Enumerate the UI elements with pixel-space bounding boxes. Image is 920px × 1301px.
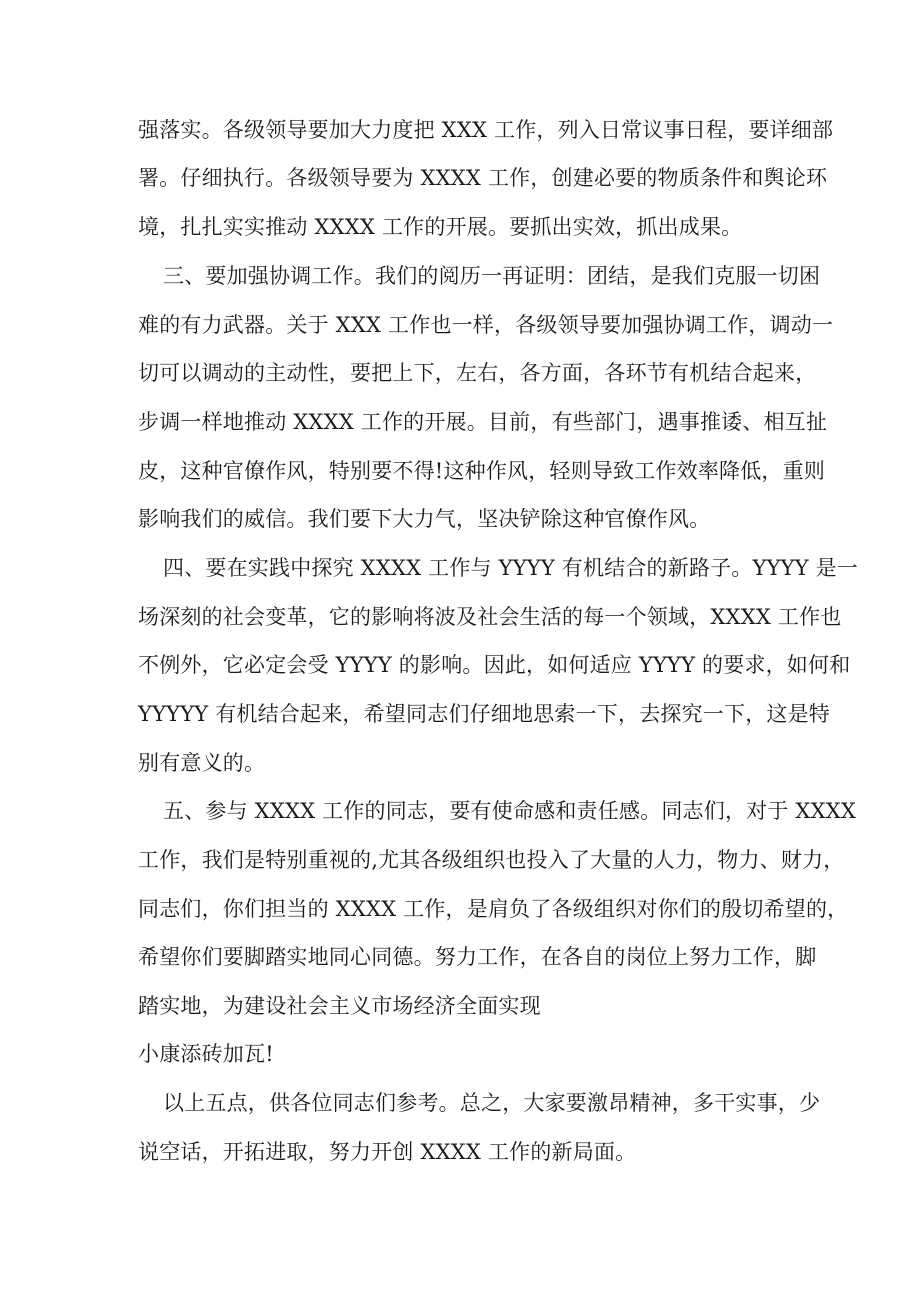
text-line-3: 境，扎扎实实推动 XXXX 工作的开展。要抓出实效，抓出成果。 (138, 215, 743, 239)
text-line-11: 场深刻的社会变革，它的影响将波及社会生活的每一个领域，XXXX 工作也 (138, 605, 842, 629)
text-line-9: 影响我们的威信。我们要下大力气，坚决铲除这种官僚作风。 (138, 507, 711, 531)
text-line-20: 小康添砖加瓦! (138, 1042, 274, 1066)
text-line-6: 切可以调动的主动性，要把上下，左右，各方面，各环节有机结合起来， (138, 361, 817, 385)
paragraph-5-first-line: 五、参与 XXXX 工作的同志，要有使命感和责任感。同志们，对于 XXXX (163, 799, 857, 823)
text-line-1: 强落实。各级领导要加大力度把 XXX 工作，列入日常议事日程，要详细部 (138, 118, 834, 142)
text-line-14: 别有意义的。 (138, 751, 266, 775)
text-line-8: 皮，这种官僚作风，特别要不得!这种作风，轻则导致工作效率降低，重则 (138, 459, 826, 483)
text-line-7: 步调一样地推动 XXXX 工作的开展。目前，有些部门，遇事推诿、相互扯 (138, 410, 828, 434)
text-line-19: 踏实地，为建设社会主义市场经济全面实现 (138, 994, 541, 1018)
closing-paragraph-first-line: 以上五点，供各位同志们参考。总之，大家要激昂精神，多干实事，少 (163, 1091, 821, 1115)
text-line-12: 不例外，它必定会受 YYYY 的影响。因此，如何适应 YYYY 的要求，如何和 (138, 653, 851, 677)
text-line-5: 难的有力武器。关于 XXX 工作也一样，各级领导要加强协调工作，调动一 (138, 313, 834, 337)
paragraph-4-first-line: 四、要在实践中探究 XXXX 工作与 YYYY 有机结合的新路子。YYYY 是一 (163, 556, 859, 580)
text-line-17: 同志们，你们担当的 XXXX 工作，是肩负了各级组织对你们的殷切希望的， (138, 897, 849, 921)
text-line-2: 署。仔细执行。各级领导要为 XXXX 工作，创建必要的物质条件和舆论环 (138, 166, 828, 190)
paragraph-3-first-line: 三、要加强协调工作。我们的阅历一再证明：团结，是我们克服一切困 (163, 264, 821, 288)
text-line-18: 希望你们要脚踏实地同心同德。努力工作，在各自的岗位上努力工作，脚 (138, 945, 817, 969)
text-line-13: YYYYY 有机结合起来，希望同志们仔细地思索一下，去探究一下，这是特 (138, 702, 830, 726)
text-line-16: 工作，我们是特别重视的,尤其各级组织也投入了大量的人力，物力、财力， (138, 848, 845, 872)
text-line-22: 说空话，开拓进取，努力开创 XXXX 工作的新局面。 (138, 1140, 637, 1164)
